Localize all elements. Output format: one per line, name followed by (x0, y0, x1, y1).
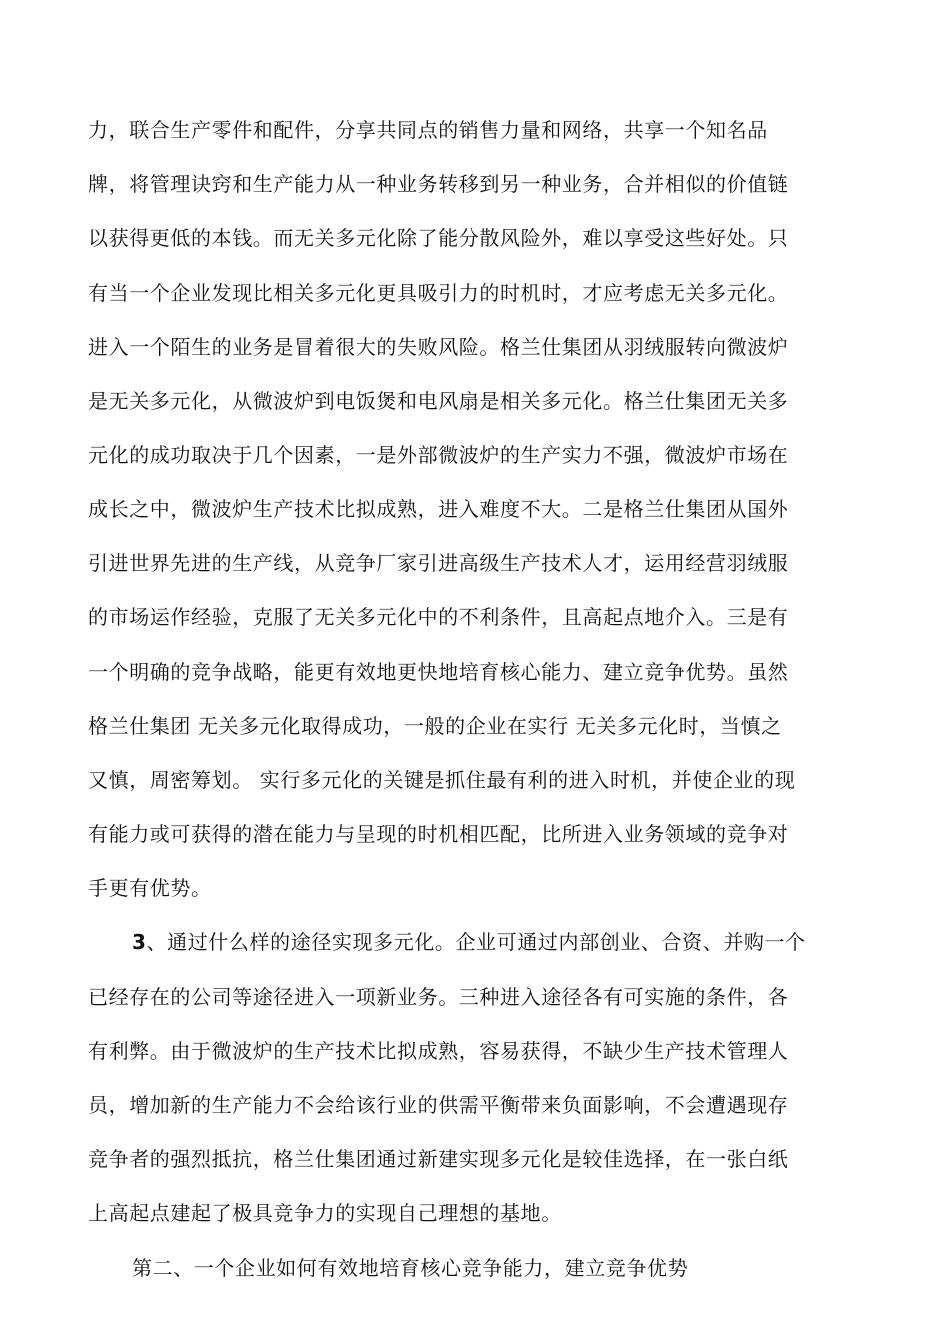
paragraph-line: 一个明确的竞争战略，能更有效地更快地培育核心能力、建立竞争优势。虽然 (88, 660, 789, 684)
paragraph-line: 的市场运作经验，克服了无关多元化中的不利条件，且高起点地介入。三是有 (88, 605, 789, 629)
paragraph-line: 引进世界先进的生产线，从竞争厂家引进高级生产技术人才，运用经营羽绒服 (88, 551, 789, 575)
paragraph-line: 有当一个企业发现比相关多元化更具吸引力的时机时，才应考虑无关多元化。 (88, 281, 789, 305)
paragraph-line: 上高起点建起了极具竞争力的实现自己理想的基地。 (88, 1201, 562, 1225)
paragraph-line: 力，联合生产零件和配件，分享共同点的销售力量和网络，共享一个知名品 (88, 118, 768, 142)
paragraph-line: 手更有优势。 (88, 876, 212, 900)
paragraph-line: 竞争者的强烈抵抗，格兰仕集团通过新建实现多元化是较佳选择，在一张白纸 (88, 1147, 789, 1171)
section-heading: 第二、一个企业如何有效地培育核心竞争能力，建立竞争优势 (132, 1256, 689, 1280)
section-number: 3 (132, 930, 147, 954)
section-3-first-line (132, 930, 806, 954)
paragraph-line: 以获得更低的本钱。而无关多元化除了能分散风险外，难以享受这些好处。只 (88, 226, 789, 250)
section-3-text: 、通过什么样的途径实现多元化。企业可通过内部创业、合资、并购一个 (146, 930, 806, 954)
paragraph-line: 有能力或可获得的潜在能力与呈现的时机相匹配，比所进入业务领域的竞争对 (88, 822, 789, 846)
paragraph-line: 格兰仕集团 无关多元化取得成功，一般的企业在实行 无关多元化时，当慎之 (88, 714, 782, 738)
paragraph-line: 进入一个陌生的业务是冒着很大的失败风险。格兰仕集团从羽绒服转向微波炉 (88, 335, 789, 359)
paragraph-line: 员，增加新的生产能力不会给该行业的供需平衡带来负面影响，不会遭遇现存 (88, 1093, 789, 1117)
paragraph-line: 成长之中，微波炉生产技术比拟成熟，进入难度不大。二是格兰仕集团从国外 (88, 497, 789, 521)
paragraph-line: 已经存在的公司等途径进入一项新业务。三种进入途径各有可实施的条件，各 (88, 985, 789, 1009)
paragraph-line: 有利弊。由于微波炉的生产技术比拟成熟，容易获得，不缺少生产技术管理人 (88, 1039, 789, 1063)
paragraph-line: 牌，将管理诀窍和生产能力从一种业务转移到另一种业务，合并相似的价值链 (88, 172, 789, 196)
paragraph-line: 元化的成功取决于几个因素，一是外部微波炉的生产实力不强，微波炉市场在 (88, 443, 789, 467)
paragraph-line: 是无关多元化，从微波炉到电饭煲和电风扇是相关多元化。格兰仕集团无关多 (88, 389, 789, 413)
paragraph-line: 又慎，周密筹划。 实行多元化的关键是抓住最有利的进入时机，并使企业的现 (88, 768, 796, 792)
